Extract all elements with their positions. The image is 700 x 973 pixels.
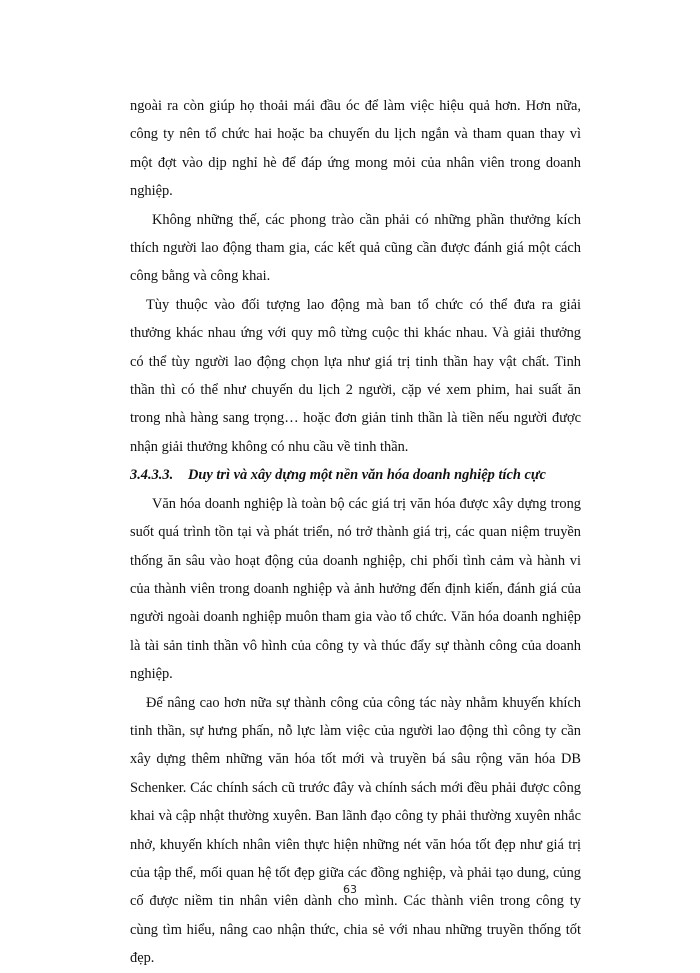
section-number: 3.4.3.3. (130, 467, 174, 484)
page-number: 63 (343, 883, 357, 896)
document-body (130, 92, 581, 973)
paragraph-prizes: Tùy thuộc vào đối tượng lao động mà ban tổ chức có thể đưa ra giải thưởng khác nhau ứng với quy mô từng cuộc thi khác nhau. Và giải thưởng có thể tùy người lao động chọn lựa như giá trị tinh thần hay vật chất. Tinh thần thì có thể như chuyến du lịch 2 người, cặp vé xem phim, hai suất ăn trong nhà hàng sang trọng… hoặc đơn giản tinh thần là tiền nếu người được nhận giải thưởng không có nhu cầu về tinh thần. (130, 296, 581, 455)
section-title: Duy trì và xây dựng một nền văn hóa doanh nghiệp tích cực (188, 467, 546, 484)
section-heading (130, 461, 581, 489)
paragraph-rewards: Không những thế, các phong trào cần phải có những phần thưởng kích thích người lao động tham gia, các kết quả cũng cần được đánh giá một cách công bằng và công khai. (130, 211, 581, 285)
paragraph-corporate-culture: Văn hóa doanh nghiệp là toàn bộ các giá trị văn hóa được xây dựng trong suốt quá trình tồn tại và phát triển, nó trở thành giá trị, các quan niệm truyền thống ăn sâu vào hoạt động của doanh nghiệp, chi phối tình cảm và hành vi của thành viên trong doanh nghiệp và ảnh hưởng đến định kiến, đánh giá của người ngoài doanh nghiệp muôn tham gia vào tổ chức. Văn hóa doanh nghiệp là tài sản tinh thần vô hình của công ty và thúc đẩy sự thành công của doanh nghiệp. (130, 495, 581, 683)
paragraph-culture-improvement: Để nâng cao hơn nữa sự thành công của công tác này nhằm khuyến khích tinh thần, sự hưng phấn, nỗ lực làm việc của người lao động thì công ty cần xây dựng thêm những văn hóa tốt mới và truyền bá sâu rộng văn hóa DB Schenker. Các chính sách cũ trước đây và chính sách mới đều phải được công khai và cập nhật thường xuyên. Ban lãnh đạo công ty phải thường xuyên nhắc nhở, khuyến khích nhân viên thực hiện những nét văn hóa tốt đẹp như giá trị của tập thể, mối quan hệ tốt đẹp giữa các đồng nghiệp, và phải tạo dung, củng cố được niềm tin nhân viên dành cho mình. Các thành viên trong công ty cùng tìm hiểu, nâng cao nhận thức, chia sẻ với nhau những truyền thống tốt đẹp. (130, 694, 581, 967)
paragraph-continuation: ngoài ra còn giúp họ thoải mái đầu óc để làm việc hiệu quả hơn. Hơn nữa, công ty nên tổ chức hai hoặc ba chuyến du lịch ngắn và tham quan thay vì một đợt vào dịp nghỉ hè để đáp ứng mong mỏi của nhân viên trong doanh nghiệp. (130, 98, 581, 200)
